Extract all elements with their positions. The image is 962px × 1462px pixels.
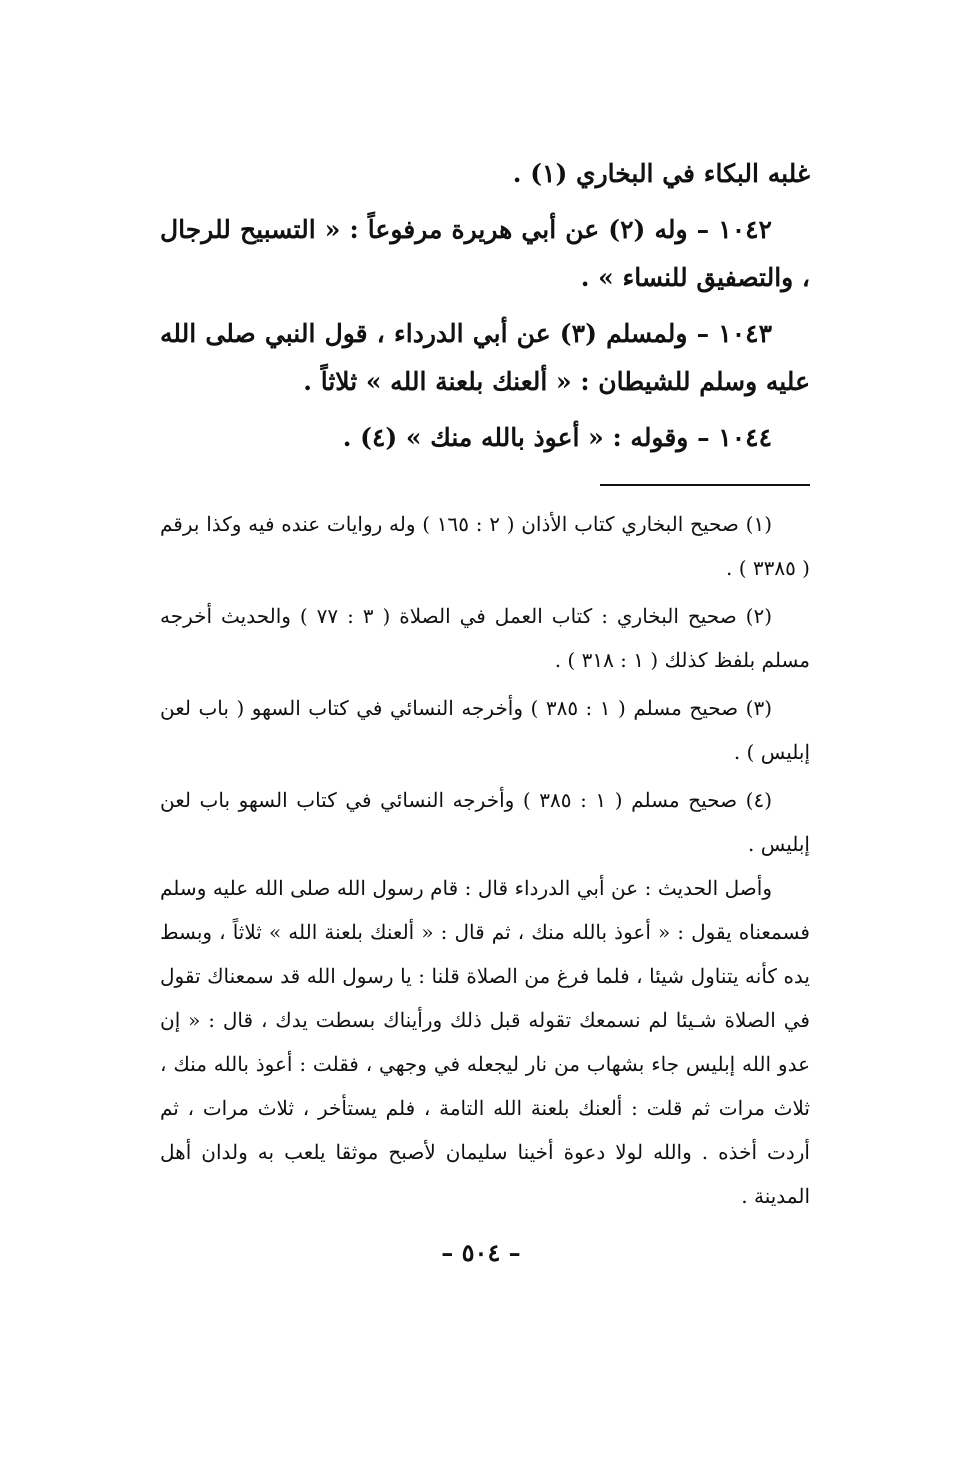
footnotes [160, 502, 810, 1218]
main-text [160, 150, 810, 462]
footnote-divider [600, 484, 810, 486]
footnote-1: (١) صحيح البخاري كتاب الأذان ( ٢ : ١٦٥ ) وله روايات عنده فيه وكذا برقم ( ٣٣٨٥ ) . [160, 512, 810, 580]
page-number: – ٥٠٤ – [441, 1238, 521, 1267]
hadith-1043: ١٠٤٣ – ولمسلم (٣) عن أبي الدرداء ، قول النبي صلى الله عليه وسلم للشيطان : « ألعنك بلعنة الله » ثلاثاً . [160, 319, 810, 396]
main-paragraph: غلبه البكاء في البخاري (١) . [512, 159, 810, 188]
footnote-2: (٢) صحيح البخاري : كتاب العمل في الصلاة ( ٣ : ٧٧ ) والحديث أخرجه مسلم بلفظ كذلك ( ١ : ٣١٨ ) . [160, 604, 810, 672]
page-content [160, 150, 810, 1218]
footnote-hadith-origin: وأصل الحديث : عن أبي الدرداء قال : قام رسول الله صلى الله عليه وسلم فسمعناه يقول : « أعوذ بالله منك ، ثم قال : « ألعنك بلعنة الله » ثلاثاً ، وبسط يده كأنه يتناول شيئا ، فلما فرغ من الصلاة قلنا : يا رسول الله قد سمعناك تقول في الصلاة شـيئا لم نسمعك تقوله قبل ذلك ورأيناك بسطت يدك ، قال : « إن عدو الله إبليس جاء بشهاب من نار ليجعله في وجهي ، فقلت : أعوذ بالله منك ، ثلاث مرات ثم قلت : ألعنك بلعنة الله التامة ، فلم يستأخر ، ثلاث مرات ، ثم أردت أخذه . والله لولا دعوة أخينا سليمان لأصبح موثقا يلعب به ولدان أهل المدينة . [160, 876, 810, 1208]
hadith-1044: ١٠٤٤ – وقوله : « أعوذ بالله منك » (٤) . [342, 423, 772, 452]
footnote-4: (٤) صحيح مسلم ( ١ : ٣٨٥ ) وأخرجه النسائي في كتاب السهو باب لعن إبليس . [160, 788, 810, 856]
footnote-3: (٣) صحيح مسلم ( ١ : ٣٨٥ ) وأخرجه النسائي في كتاب السهو ( باب لعن إبليس ) . [160, 696, 810, 764]
hadith-1042: ١٠٤٢ – وله (٢) عن أبي هريرة مرفوعاً : « التسبيح للرجال ، والتصفيق للنساء » . [160, 215, 810, 292]
